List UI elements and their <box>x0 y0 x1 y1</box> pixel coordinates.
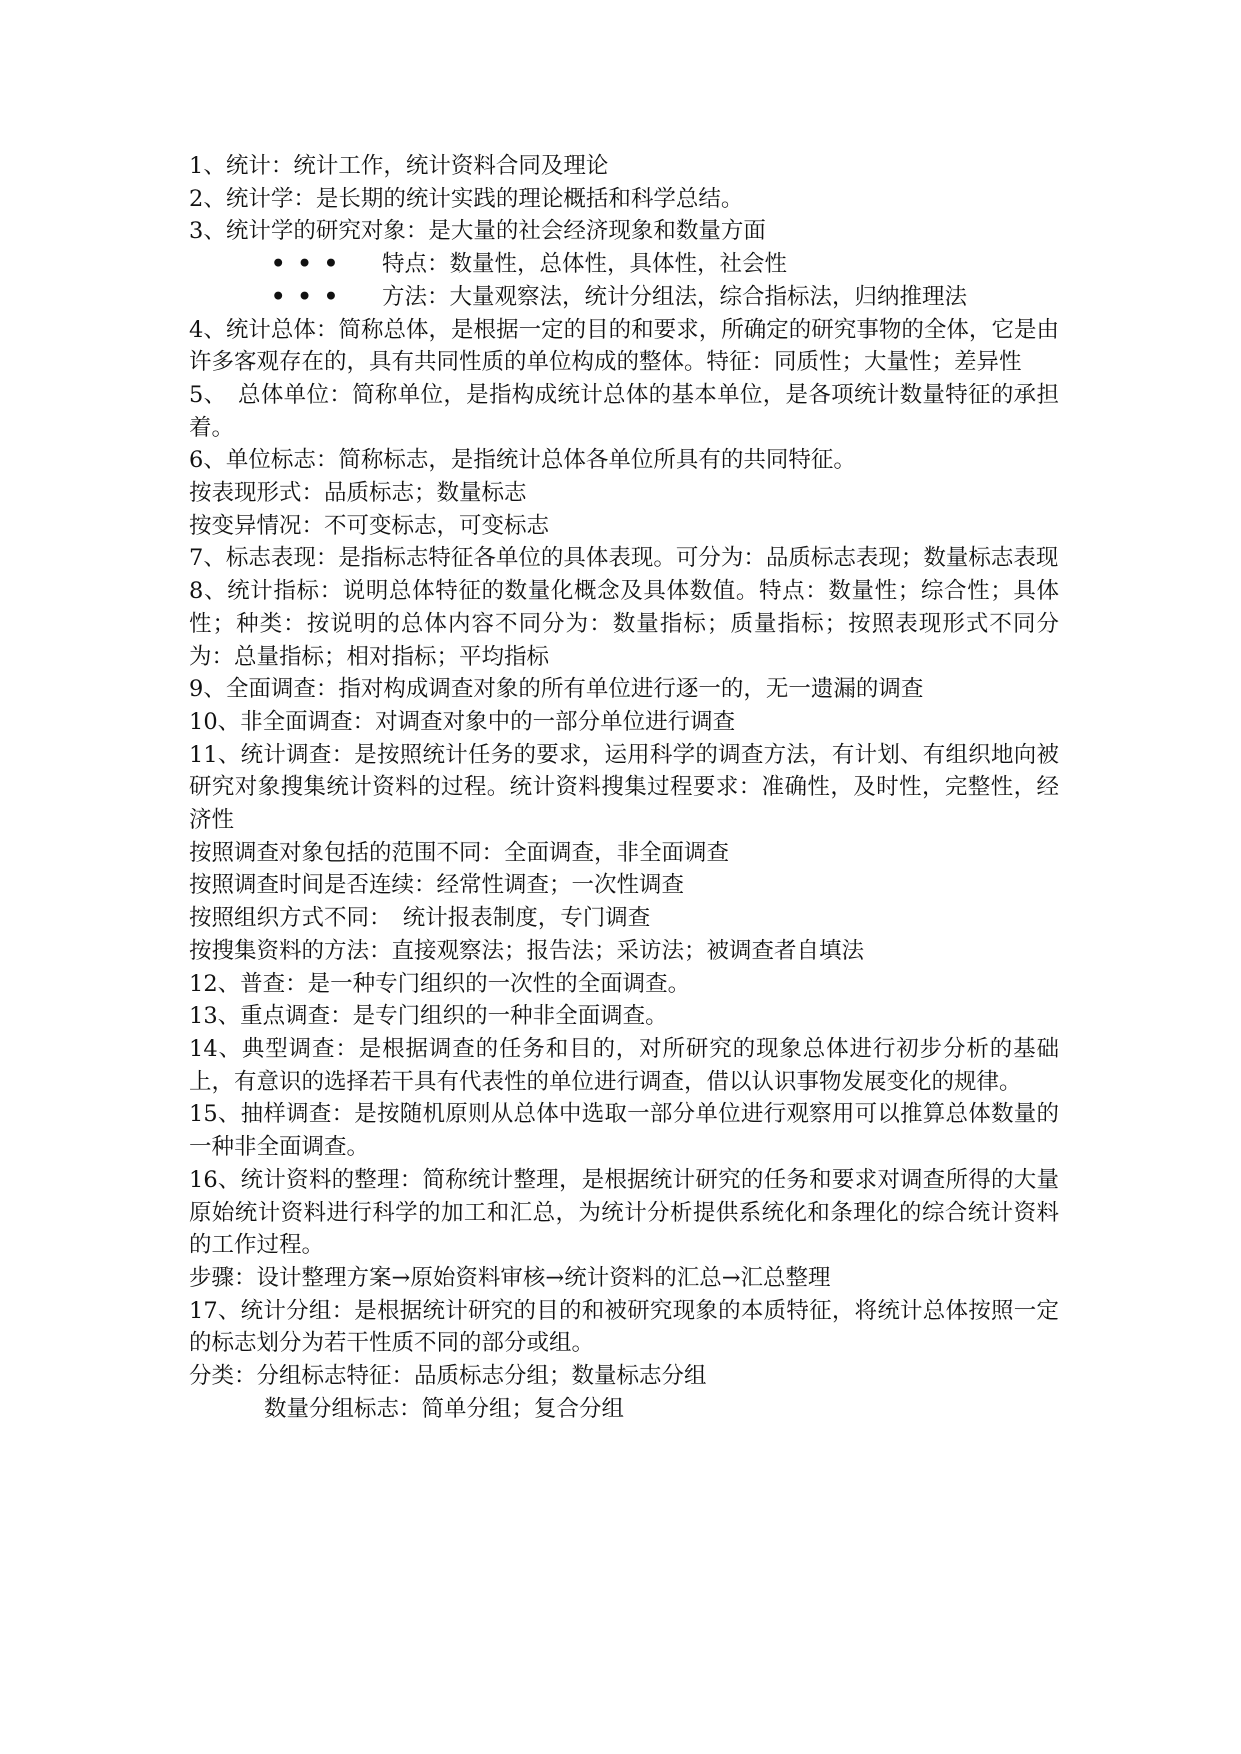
paragraph: 步骤：设计整理方案→原始资料审核→统计资料的汇总→汇总整理 <box>189 1264 831 1291</box>
paragraph: 12、普查：是一种专门组织的一次性的全面调查。 <box>189 970 691 997</box>
paragraph: 8、统计指标：说明总体特征的数量化概念及具体数值。特点：数量性；综合性；具体性；种类：按说明的总体内容不同分为：数量指标；质量指标；按照表现形式不同分为：总量指标；相对指标；平均指标 <box>189 578 1059 670</box>
paragraph: 11、统计调查：是按照统计任务的要求，运用科学的调查方法，有计划、有组织地向被研究对象搜集统计资料的过程。统计资料搜集过程要求：准确性，及时性，完整性，经济性 <box>189 741 1059 834</box>
bullet-dots: ••• <box>271 283 351 310</box>
bullet-text: 方法：大量观察法，统计分组法，综合指标法，归纳推理法 <box>382 283 968 310</box>
paragraph: 14、典型调查：是根据调查的任务和目的，对所研究的现象总体进行初步分析的基础上，有意识的选择若干具有代表性的单位进行调查，借以认识事物发展变化的规律。 <box>189 1035 1059 1095</box>
bullet-text: 特点：数量性，总体性，具体性，社会性 <box>382 251 788 278</box>
bullet-item <box>189 248 1059 281</box>
bullet-dots: ••• <box>271 251 351 278</box>
paragraph: 按搜集资料的方法：直接观察法；报告法；采访法；被调查者自填法 <box>189 937 865 964</box>
paragraph: 2、统计学：是长期的统计实践的理论概括和科学总结。 <box>189 185 744 212</box>
paragraph: 15、抽样调查：是按随机原则从总体中选取一部分单位进行观察用可以推算总体数量的一种非全面调查。 <box>189 1101 1059 1161</box>
paragraph: 按照调查对象包括的范围不同：全面调查，非全面调查 <box>189 839 730 866</box>
paragraph: 按照调查时间是否连续：经常性调查；一次性调查 <box>189 872 685 899</box>
document-body <box>189 150 1059 1425</box>
paragraph: 17、统计分组：是根据统计研究的目的和被研究现象的本质特征，将统计总体按照一定的标志划分为若干性质不同的部分或组。 <box>189 1297 1059 1357</box>
bullet-item <box>189 281 1059 314</box>
paragraph: 1、统计：统计工作，统计资料合同及理论 <box>189 153 609 179</box>
paragraph: 9、全面调查：指对构成调查对象的所有单位进行逐一的，无一遗漏的调查 <box>189 676 924 703</box>
paragraph: 10、非全面调查：对调查对象中的一部分单位进行调查 <box>189 708 736 735</box>
paragraph: 按照组织方式不同： 统计报表制度，专门调查 <box>189 905 651 932</box>
paragraph: 16、统计资料的整理：简称统计整理，是根据统计研究的任务和要求对调查所得的大量原始统计资料进行科学的加工和汇总，为统计分析提供系统化和条理化的综合统计资料的工作过程。 <box>189 1166 1059 1259</box>
paragraph: 分类：分组标志特征：品质标志分组；数量标志分组 <box>189 1363 707 1390</box>
paragraph: 3、统计学的研究对象：是大量的社会经济现象和数量方面 <box>189 218 766 245</box>
paragraph: 按表现形式：品质标志；数量标志 <box>189 480 527 507</box>
paragraph: 7、标志表现：是指标志特征各单位的具体表现。可分为：品质标志表现；数量标志表现 <box>189 545 1059 572</box>
paragraph: 5、 总体单位：简称单位，是指构成统计总体的基本单位，是各项统计数量特征的承担着。 <box>189 381 1059 441</box>
paragraph: 按变异情况：不可变标志，可变标志 <box>189 512 550 539</box>
paragraph: 13、重点调查：是专门组织的一种非全面调查。 <box>189 1003 668 1030</box>
indented-paragraph: 数量分组标志：简单分组；复合分组 <box>264 1395 625 1422</box>
paragraph: 6、单位标志：简称标志，是指统计总体各单位所具有的共同特征。 <box>189 447 856 474</box>
paragraph: 4、统计总体：简称总体，是根据一定的目的和要求，所确定的研究事物的全体，它是由许多客观存在的，具有共同性质的单位构成的整体。特征：同质性；大量性；差异性 <box>189 316 1059 376</box>
